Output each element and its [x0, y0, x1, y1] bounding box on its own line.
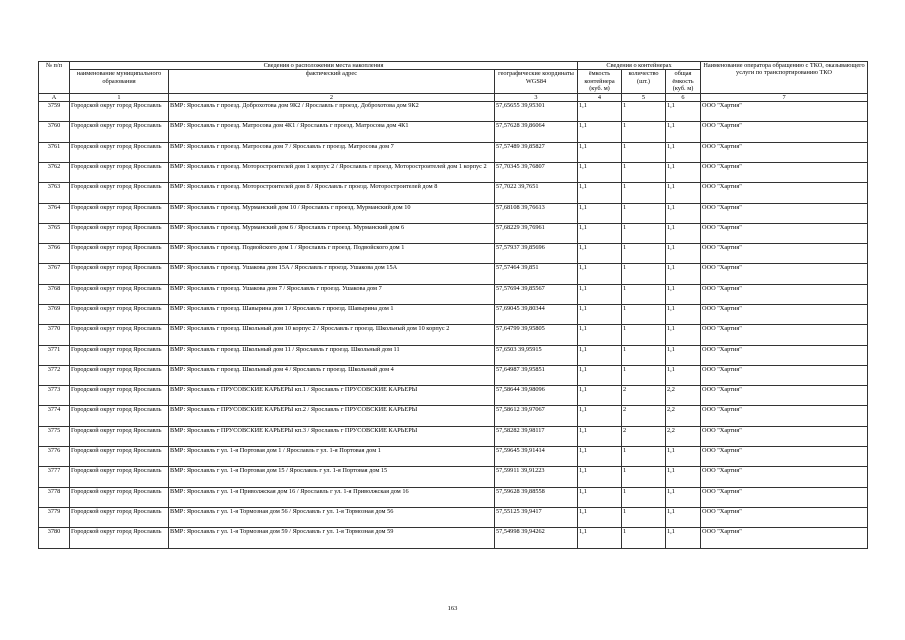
cell-count: 1 [622, 223, 666, 243]
cell-number: 3770 [39, 325, 70, 345]
cell-operator: ООО "Хартия" [701, 325, 868, 345]
cell-address: ВМР: Ярославль г проезд. Ушакова дом 15А / Ярославль г проезд. Ушакова дом 15А [169, 264, 495, 284]
cell-total-capacity: 1,1 [666, 487, 701, 507]
cell-capacity: 1,1 [578, 426, 622, 446]
cell-number: 3768 [39, 284, 70, 304]
cell-count: 1 [622, 284, 666, 304]
cell-municipality: Городской округ город Ярославль [70, 305, 169, 325]
cell-coordinates: 57,69045 39,80344 [495, 305, 578, 325]
cell-coordinates: 57,57628 39,86064 [495, 122, 578, 142]
cell-municipality: Городской округ город Ярославль [70, 264, 169, 284]
cell-count: 1 [622, 325, 666, 345]
cell-total-capacity: 1,1 [666, 264, 701, 284]
header-location-group: Сведения о расположении места накопления [70, 62, 578, 70]
cell-address: ВМР: Ярославль г проезд. Доброхотова дом 9К2 / Ярославль г проезд. Доброхотова дом 9К2 [169, 102, 495, 122]
cell-count: 1 [622, 244, 666, 264]
cell-municipality: Городской округ город Ярославль [70, 244, 169, 264]
cell-count: 1 [622, 183, 666, 203]
cell-operator: ООО "Хартия" [701, 284, 868, 304]
cell-address: ВМР: Ярославль г ПРУСОВСКИЕ КАРЬЕРЫ кп.1 / Ярославль г ПРУСОВСКИЕ КАРЬЕРЫ [169, 386, 495, 406]
cell-capacity: 1,1 [578, 122, 622, 142]
cell-address: ВМР: Ярославль г проезд. Школьный дом 4 / Ярославль г проезд. Школьный дом 4 [169, 365, 495, 385]
cell-total-capacity: 1,1 [666, 284, 701, 304]
table-row [39, 365, 868, 385]
table-row [39, 142, 868, 162]
cell-operator: ООО "Хартия" [701, 223, 868, 243]
cell-operator: ООО "Хартия" [701, 507, 868, 527]
table-row [39, 406, 868, 426]
cell-total-capacity: 2,2 [666, 386, 701, 406]
cell-coordinates: 57,68229 39,76961 [495, 223, 578, 243]
table-row [39, 264, 868, 284]
table-body [39, 102, 868, 549]
cell-count: 1 [622, 264, 666, 284]
table-row [39, 305, 868, 325]
cell-total-capacity: 1,1 [666, 122, 701, 142]
column-index: 6 [666, 93, 701, 101]
table-row [39, 507, 868, 527]
cell-count: 1 [622, 528, 666, 548]
cell-municipality: Городской округ город Ярославль [70, 467, 169, 487]
cell-capacity: 1,1 [578, 305, 622, 325]
header-address: фактический адрес [169, 70, 495, 93]
column-index: 5 [622, 93, 666, 101]
cell-count: 1 [622, 122, 666, 142]
cell-municipality: Городской округ город Ярославль [70, 365, 169, 385]
cell-total-capacity: 1,1 [666, 102, 701, 122]
cell-coordinates: 57,55125 39,9417 [495, 507, 578, 527]
cell-municipality: Городской округ город Ярославль [70, 426, 169, 446]
cell-number: 3778 [39, 487, 70, 507]
cell-capacity: 1,1 [578, 487, 622, 507]
cell-count: 1 [622, 102, 666, 122]
cell-coordinates: 57,59645 39,91414 [495, 447, 578, 467]
cell-count: 2 [622, 426, 666, 446]
cell-total-capacity: 1,1 [666, 365, 701, 385]
cell-address: ВМР: Ярославль г ул. 1-я Портовая дом 15 / Ярославль г ул. 1-я Портовая дом 15 [169, 467, 495, 487]
cell-operator: ООО "Хартия" [701, 203, 868, 223]
cell-total-capacity: 1,1 [666, 223, 701, 243]
table-row [39, 467, 868, 487]
cell-number: 3776 [39, 447, 70, 467]
table-header [39, 62, 868, 102]
cell-address: ВМР: Ярославль г проезд. Матросова дом 7 / Ярославль г проезд. Матросова дом 7 [169, 142, 495, 162]
cell-total-capacity: 1,1 [666, 244, 701, 264]
cell-count: 1 [622, 447, 666, 467]
cell-municipality: Городской округ город Ярославль [70, 325, 169, 345]
table-row [39, 122, 868, 142]
cell-coordinates: 57,54998 39,94262 [495, 528, 578, 548]
cell-address: ВМР: Ярославль г проезд. Подвойского дом 1 / Ярославль г проезд. Подвойского дом 1 [169, 244, 495, 264]
cell-capacity: 1,1 [578, 365, 622, 385]
cell-capacity: 1,1 [578, 406, 622, 426]
cell-coordinates: 57,57694 39,85567 [495, 284, 578, 304]
cell-coordinates: 57,57489 39,85827 [495, 142, 578, 162]
cell-address: ВМР: Ярославль г проезд. Мурманский дом 6 / Ярославль г проезд. Мурманский дом 6 [169, 223, 495, 243]
cell-capacity: 1,1 [578, 223, 622, 243]
cell-number: 3765 [39, 223, 70, 243]
cell-address: ВМР: Ярославль г проезд. Мурманский дом 10 / Ярославль г проезд. Мурманский дом 10 [169, 203, 495, 223]
column-index: 7 [701, 93, 868, 101]
cell-operator: ООО "Хартия" [701, 244, 868, 264]
cell-address: ВМР: Ярославль г проезд. Моторостроителей дом 8 / Ярославль г проезд. Моторостроителей дом 8 [169, 183, 495, 203]
cell-operator: ООО "Хартия" [701, 183, 868, 203]
cell-total-capacity: 1,1 [666, 447, 701, 467]
column-index-row [39, 93, 868, 101]
cell-total-capacity: 2,2 [666, 426, 701, 446]
cell-municipality: Городской округ город Ярославль [70, 102, 169, 122]
cell-count: 1 [622, 467, 666, 487]
cell-total-capacity: 1,1 [666, 305, 701, 325]
cell-count: 1 [622, 507, 666, 527]
cell-coordinates: 57,57937 39,85696 [495, 244, 578, 264]
table-row [39, 447, 868, 467]
cell-coordinates: 57,6503 39,95915 [495, 345, 578, 365]
cell-municipality: Городской округ город Ярославль [70, 122, 169, 142]
table-row [39, 528, 868, 548]
cell-capacity: 1,1 [578, 244, 622, 264]
header-containers-group: Сведения о контейнерах [578, 62, 701, 70]
cell-number: 3772 [39, 365, 70, 385]
cell-capacity: 1,1 [578, 284, 622, 304]
cell-operator: ООО "Хартия" [701, 406, 868, 426]
cell-capacity: 1,1 [578, 528, 622, 548]
cell-count: 1 [622, 487, 666, 507]
cell-operator: ООО "Хартия" [701, 345, 868, 365]
cell-address: ВМР: Ярославль г ПРУСОВСКИЕ КАРЬЕРЫ кп.3 / Ярославль г ПРУСОВСКИЕ КАРЬЕРЫ [169, 426, 495, 446]
cell-address: ВМР: Ярославль г проезд. Шавырина дом 1 / Ярославль г проезд. Шавырина дом 1 [169, 305, 495, 325]
cell-address: ВМР: Ярославль г ул. 1-я Приволжская дом 16 / Ярославль г ул. 1-я Приволжская дом 16 [169, 487, 495, 507]
cell-count: 1 [622, 345, 666, 365]
cell-number: 3775 [39, 426, 70, 446]
cell-number: 3762 [39, 162, 70, 182]
table-row [39, 325, 868, 345]
cell-number: 3767 [39, 264, 70, 284]
cell-operator: ООО "Хартия" [701, 122, 868, 142]
cell-total-capacity: 1,1 [666, 183, 701, 203]
cell-count: 1 [622, 305, 666, 325]
cell-coordinates: 57,64799 39,95805 [495, 325, 578, 345]
cell-address: ВМР: Ярославль г ул. 1-я Портовая дом 1 / Ярославль г ул. 1-я Портовая дом 1 [169, 447, 495, 467]
cell-address: ВМР: Ярославль г ул. 1-я Тормозная дом 59 / Ярославль г ул. 1-я Тормозная дом 59 [169, 528, 495, 548]
cell-municipality: Городской округ город Ярославль [70, 284, 169, 304]
cell-coordinates: 57,57464 39,851 [495, 264, 578, 284]
cell-total-capacity: 1,1 [666, 345, 701, 365]
cell-number: 3773 [39, 386, 70, 406]
cell-operator: ООО "Хартия" [701, 102, 868, 122]
cell-municipality: Городской округ город Ярославль [70, 345, 169, 365]
cell-address: ВМР: Ярославль г ул. 1-я Тормозная дом 56 / Ярославль г ул. 1-я Тормозная дом 56 [169, 507, 495, 527]
table-row [39, 203, 868, 223]
cell-address: ВМР: Ярославль г ПРУСОВСКИЕ КАРЬЕРЫ кп.2 / Ярославль г ПРУСОВСКИЕ КАРЬЕРЫ [169, 406, 495, 426]
cell-count: 1 [622, 365, 666, 385]
cell-capacity: 1,1 [578, 345, 622, 365]
cell-address: ВМР: Ярославль г проезд. Школьный дом 10 корпус 2 / Ярославль г проезд. Школьный дом 10 корпус 2 [169, 325, 495, 345]
cell-operator: ООО "Хартия" [701, 487, 868, 507]
cell-count: 2 [622, 386, 666, 406]
cell-capacity: 1,1 [578, 325, 622, 345]
cell-number: 3766 [39, 244, 70, 264]
header-coords: географические координаты WGS84 [495, 70, 578, 93]
cell-capacity: 1,1 [578, 203, 622, 223]
cell-operator: ООО "Хартия" [701, 447, 868, 467]
cell-operator: ООО "Хартия" [701, 365, 868, 385]
table-row [39, 223, 868, 243]
table-row [39, 487, 868, 507]
cell-coordinates: 57,58644 39,98096 [495, 386, 578, 406]
cell-number: 3764 [39, 203, 70, 223]
cell-capacity: 1,1 [578, 507, 622, 527]
cell-number: 3763 [39, 183, 70, 203]
cell-address: ВМР: Ярославль г проезд. Школьный дом 11 / Ярославль г проезд. Школьный дом 11 [169, 345, 495, 365]
cell-coordinates: 57,68108 39,76613 [495, 203, 578, 223]
cell-operator: ООО "Хартия" [701, 142, 868, 162]
cell-total-capacity: 1,1 [666, 325, 701, 345]
cell-capacity: 1,1 [578, 183, 622, 203]
cell-number: 3780 [39, 528, 70, 548]
cell-municipality: Городской округ город Ярославль [70, 507, 169, 527]
cell-number: 3769 [39, 305, 70, 325]
cell-coordinates: 57,64987 39,95851 [495, 365, 578, 385]
cell-capacity: 1,1 [578, 162, 622, 182]
cell-total-capacity: 2,2 [666, 406, 701, 426]
cell-municipality: Городской округ город Ярославль [70, 162, 169, 182]
cell-operator: ООО "Хартия" [701, 162, 868, 182]
cell-municipality: Городской округ город Ярославль [70, 203, 169, 223]
cell-number: 3779 [39, 507, 70, 527]
header-num: № п/п [39, 62, 70, 94]
cell-count: 1 [622, 162, 666, 182]
cell-municipality: Городской округ город Ярославль [70, 487, 169, 507]
header-count: количество (шт.) [622, 70, 666, 93]
cell-coordinates: 57,65655 39,95301 [495, 102, 578, 122]
table-row [39, 426, 868, 446]
cell-operator: ООО "Хартия" [701, 386, 868, 406]
cell-total-capacity: 1,1 [666, 162, 701, 182]
cell-count: 2 [622, 406, 666, 426]
cell-address: ВМР: Ярославль г проезд. Моторостроителей дом 1 корпус 2 / Ярославль г проезд. Моторостроителей дом 1 корпус 2 [169, 162, 495, 182]
cell-municipality: Городской округ город Ярославль [70, 406, 169, 426]
cell-municipality: Городской округ город Ярославль [70, 142, 169, 162]
cell-capacity: 1,1 [578, 467, 622, 487]
table-row [39, 284, 868, 304]
cell-municipality: Городской округ город Ярославль [70, 386, 169, 406]
cell-coordinates: 57,70345 39,76807 [495, 162, 578, 182]
cell-capacity: 1,1 [578, 102, 622, 122]
header-municipality: наименование муниципального образования [70, 70, 169, 93]
cell-total-capacity: 1,1 [666, 467, 701, 487]
column-index: A [39, 93, 70, 101]
cell-municipality: Городской округ город Ярославль [70, 528, 169, 548]
cell-count: 1 [622, 142, 666, 162]
cell-address: ВМР: Ярославль г проезд. Ушакова дом 7 / Ярославль г проезд. Ушакова дом 7 [169, 284, 495, 304]
cell-operator: ООО "Хартия" [701, 305, 868, 325]
cell-number: 3759 [39, 102, 70, 122]
cell-coordinates: 57,58282 39,98117 [495, 426, 578, 446]
column-index: 1 [70, 93, 169, 101]
cell-number: 3771 [39, 345, 70, 365]
cell-total-capacity: 1,1 [666, 528, 701, 548]
column-index: 4 [578, 93, 622, 101]
table-row [39, 183, 868, 203]
cell-operator: ООО "Хартия" [701, 264, 868, 284]
header-operator: Наименование оператора обращению с ТКО, оказывающего услуги по транспортированию ТКО [701, 62, 868, 94]
cell-municipality: Городской округ город Ярославль [70, 183, 169, 203]
cell-capacity: 1,1 [578, 264, 622, 284]
table-row [39, 162, 868, 182]
header-capacity: ёмкость контейнера (куб. м) [578, 70, 622, 93]
column-index: 2 [169, 93, 495, 101]
cell-address: ВМР: Ярославль г проезд. Матросова дом 4К1 / Ярославль г проезд. Матросова дом 4К1 [169, 122, 495, 142]
header-total: общая ёмкость (куб. м) [666, 70, 701, 93]
cell-capacity: 1,1 [578, 447, 622, 467]
cell-number: 3777 [39, 467, 70, 487]
page-number: 163 [447, 605, 458, 612]
cell-municipality: Городской округ город Ярославль [70, 223, 169, 243]
cell-count: 1 [622, 203, 666, 223]
table-row [39, 102, 868, 122]
table-row [39, 244, 868, 264]
cell-coordinates: 57,58612 39,97067 [495, 406, 578, 426]
cell-total-capacity: 1,1 [666, 507, 701, 527]
cell-capacity: 1,1 [578, 386, 622, 406]
column-index: 3 [495, 93, 578, 101]
table-row [39, 386, 868, 406]
cell-coordinates: 57,7022 39,7651 [495, 183, 578, 203]
cell-capacity: 1,1 [578, 142, 622, 162]
cell-number: 3761 [39, 142, 70, 162]
cell-operator: ООО "Хартия" [701, 528, 868, 548]
cell-operator: ООО "Хартия" [701, 426, 868, 446]
table-row [39, 345, 868, 365]
cell-municipality: Городской округ город Ярославль [70, 447, 169, 467]
cell-operator: ООО "Хартия" [701, 467, 868, 487]
cell-coordinates: 57,59911 39,91223 [495, 467, 578, 487]
cell-total-capacity: 1,1 [666, 203, 701, 223]
cell-total-capacity: 1,1 [666, 142, 701, 162]
cell-number: 3774 [39, 406, 70, 426]
cell-number: 3760 [39, 122, 70, 142]
cell-coordinates: 57,59628 39,88558 [495, 487, 578, 507]
registry-table [38, 61, 868, 549]
